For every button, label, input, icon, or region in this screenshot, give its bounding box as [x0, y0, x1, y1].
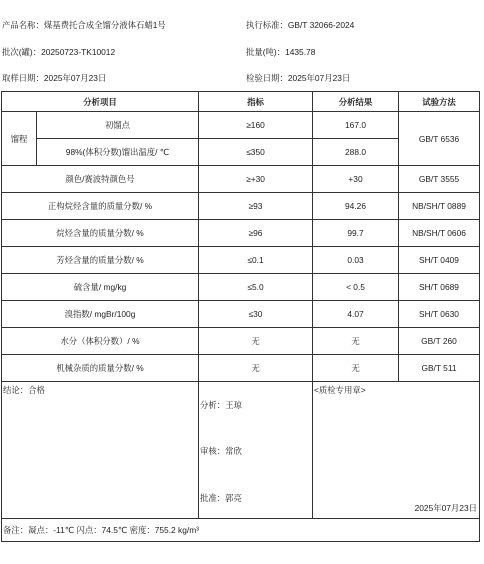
- table-row: [2, 112, 480, 139]
- group-label: 馏程: [2, 112, 37, 166]
- seal-label: <质检专用章>: [314, 385, 366, 395]
- batch-label: 批次(罐)：: [2, 47, 42, 57]
- conclusion-text: 结论：合格: [3, 385, 45, 395]
- sample-date: [2, 72, 106, 84]
- row-result: 94.26: [313, 193, 399, 220]
- note-row: [2, 519, 480, 542]
- row-result: 无: [313, 328, 399, 355]
- row-item: 水分（体积分数）/ %: [2, 328, 199, 355]
- row-method: SH/T 0689: [399, 274, 480, 301]
- row-spec: ≥+30: [199, 166, 313, 193]
- table-row: [2, 220, 480, 247]
- quantity: [246, 46, 315, 58]
- row-result: 167.0: [313, 112, 399, 139]
- test-date-label: 检验日期：: [246, 73, 288, 83]
- row-spec: ≥93: [199, 193, 313, 220]
- table-row: [2, 274, 480, 301]
- quantity-label: 批量(吨)：: [246, 47, 286, 57]
- product-name-value: 煤基费托合成全馏分液体石蜡1号: [43, 20, 166, 30]
- row-spec: ≤30: [199, 301, 313, 328]
- row-item: 芳烃含量的质量分数/ %: [2, 247, 199, 274]
- row-result: 99.7: [313, 220, 399, 247]
- analyst-signature: 分析：王琼: [200, 400, 242, 410]
- row-result: < 0.5: [313, 274, 399, 301]
- conclusion-cell: [2, 382, 199, 519]
- group-method: GB/T 6536: [399, 112, 480, 166]
- quantity-value: 1435.78: [285, 47, 316, 57]
- row-result: 0.03: [313, 247, 399, 274]
- table-row: [2, 328, 480, 355]
- analysis-table: [1, 91, 480, 542]
- row-spec: ≤5.0: [199, 274, 313, 301]
- table-row: [2, 193, 480, 220]
- row-result: 4.07: [313, 301, 399, 328]
- standard-value: GB/T 32066-2024: [287, 20, 355, 30]
- header-method: 试验方法: [399, 92, 480, 112]
- row-spec: 无: [199, 328, 313, 355]
- row-result: +30: [313, 166, 399, 193]
- header-row: [2, 92, 480, 112]
- table-row: [2, 166, 480, 193]
- seal-date: 2025年07月23日: [414, 503, 477, 513]
- row-item: 溴指数/ mgBr/100g: [2, 301, 199, 328]
- signatures-cell: [199, 382, 313, 519]
- test-date-value: 2025年07月23日: [287, 73, 351, 83]
- row-result: 无: [313, 355, 399, 382]
- test-date: [246, 72, 350, 84]
- product-name: [2, 19, 166, 31]
- header-spec: 指标: [199, 92, 313, 112]
- header-result: 分析结果: [313, 92, 399, 112]
- standard: [246, 19, 354, 31]
- table-row: [2, 247, 480, 274]
- row-method: GB/T 511: [399, 355, 480, 382]
- row-method: GB/T 3555: [399, 166, 480, 193]
- standard-label: 执行标准：: [246, 20, 288, 30]
- row-result: 288.0: [313, 139, 399, 166]
- batch-value: 20250723-TK10012: [41, 47, 116, 57]
- row-spec: ≤0.1: [199, 247, 313, 274]
- row-item: 烷烃含量的质量分数/ %: [2, 220, 199, 247]
- row-method: SH/T 0630: [399, 301, 480, 328]
- row-method: GB/T 260: [399, 328, 480, 355]
- note-cell: [2, 519, 480, 542]
- row-spec: ≥160: [199, 112, 313, 139]
- table-row: [2, 355, 480, 382]
- seal-cell: [313, 382, 480, 519]
- table-row: [2, 301, 480, 328]
- row-spec: ≥96: [199, 220, 313, 247]
- row-method: NB/SH/T 0606: [399, 220, 480, 247]
- sample-date-label: 取样日期：: [2, 73, 44, 83]
- row-item: 颜色/赛波特颜色号: [2, 166, 199, 193]
- approver-signature: 批准：郭亮: [200, 493, 242, 503]
- row-item: 初馏点: [37, 112, 199, 139]
- signoff-row: [2, 382, 480, 519]
- reviewer-signature: 审核：常欣: [200, 446, 242, 456]
- row-item: 98%(体积分数)馏出温度/ ℃: [37, 139, 199, 166]
- row-spec: 无: [199, 355, 313, 382]
- row-method: SH/T 0409: [399, 247, 480, 274]
- row-item: 硫含量/ mg/kg: [2, 274, 199, 301]
- header-item: 分析项目: [2, 92, 199, 112]
- sample-date-value: 2025年07月23日: [43, 73, 107, 83]
- note-text: 备注：凝点：-11℃ 闪点：74.5℃ 密度：755.2 kg/m³: [3, 525, 199, 535]
- product-name-label: 产品名称：: [2, 20, 44, 30]
- batch: [2, 46, 115, 58]
- row-spec: ≤350: [199, 139, 313, 166]
- row-method: NB/SH/T 0889: [399, 193, 480, 220]
- row-item: 机械杂质的质量分数/ %: [2, 355, 199, 382]
- row-item: 正构烷烃含量的质量分数/ %: [2, 193, 199, 220]
